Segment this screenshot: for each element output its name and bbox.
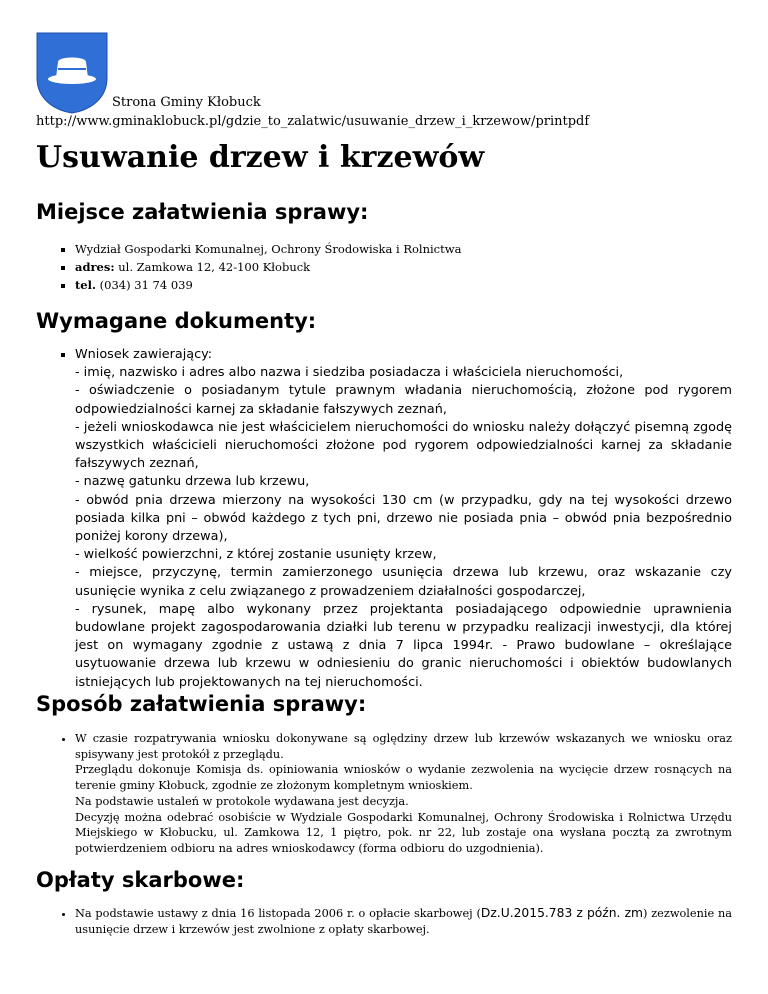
- list-item: [75, 240, 732, 258]
- list-item: [75, 276, 732, 294]
- heading-place: Miejsce załatwienia sprawy:: [36, 200, 369, 224]
- documents-list: [36, 346, 732, 692]
- document-line: - jeżeli wnioskodawca nie jest właścicielem nieruchomości do wniosku należy dołączyć pisemną zgodę wszystkich właścicieli nieruchomości złożone pod rygorem odpowiedzialności karnej za składanie fałszywych zeznań,: [75, 419, 732, 472]
- document-line: - obwód pnia drzewa mierzony na wysokości 130 cm (w przypadku, gdy na tej wysokości drzewo posiada kilka pni – obwód każdego z tych pni, drzewo nie posiada pnia – obwód pnia bezpośrednio poniżej korony drzewa),: [75, 492, 732, 545]
- fees-text-before: Na podstawie ustawy z dnia 16 listopada 2006 r. o opłacie skarbowej (: [75, 907, 481, 920]
- document-line: - nazwę gatunku drzewa lub krzewu,: [75, 474, 310, 490]
- method-line: Przeglądu dokonuje Komisja ds. opiniowania wniosków o wydanie zezwolenia na wycięcie drzew rosnących na terenie gminy Kłobuck, zgodnie ze złożonym kompletnym wnioskiem.: [75, 763, 732, 793]
- law-reference: Dz.U.2015.783 z późn. zm: [480, 906, 644, 920]
- list-item: [75, 346, 732, 692]
- document-line: - oświadczenie o posiadanym tytule prawnym władania nieruchomością, złożone pod rygorem odpowiedzialności karnej za składanie fałszywych zeznań,: [75, 383, 732, 417]
- document-line: - rysunek, mapę albo wykonany przez projektanta posiadającego odpowiednie uprawnienia budowlane projekt zagospodarowania działki lub terenu w przypadku realizacji inwestycji, dla której jest on wymagany zgodnie z ustawą z dnia 7 lipca 1994r. - Prawo budowlane – określające usytuowanie drzewa lub krzewu w odniesieniu do granic nieruchomości i obiektów budowlanych istniejących lub projektowanych na tej nieruchomości.: [75, 601, 732, 690]
- method-line: Na podstawie ustaleń w protokole wydawana jest decyzja.: [75, 794, 409, 808]
- fees-text-after: ) zezwolenie na usunięcie drzew i krzewów jest zwolnione z opłaty skarbowej.: [75, 907, 732, 936]
- page-title: Usuwanie drzew i krzewów: [36, 140, 485, 175]
- list-item: [75, 905, 732, 938]
- address-value: ul. Zamkowa 12, 42-100 Kłobuck: [114, 260, 311, 274]
- document-line: - imię, nazwisko i adres albo nazwa i siedziba posiadacza i właściciela nieruchomości,: [75, 365, 624, 381]
- phone-label: tel.: [75, 278, 97, 292]
- method-line: Decyzję można odebrać osobiście w Wydziale Gospodarki Komunalnej, Ochrony Środowiska i Rolnictwa Urzędu Miejskiego w Kłobucku, ul. Zamkowa 12, 1 piętro, pok. nr 22, lub zostaje ona wysłana pocztą za zwrotnym potwierdzeniem odbioru na adres wnioskodawcy (forma odbioru do uzgodnienia).: [75, 810, 732, 855]
- coat-of-arms-logo: [36, 32, 108, 114]
- fees-list: [36, 905, 732, 938]
- address-label: adres:: [75, 260, 115, 274]
- method-list: [36, 731, 732, 857]
- document-line: - miejsce, przyczynę, termin zamierzonego usunięcia drzewa lub krzewu, oraz wskazanie czy usunięcie wynika z celu związanego z prowadzeniem działalności gospodarczej,: [75, 565, 732, 599]
- documents-intro: ▪ Wniosek zawierający:: [75, 347, 213, 362]
- site-name: Strona Gminy Kłobuck: [112, 95, 261, 110]
- heading-fees: Opłaty skarbowe:: [36, 868, 245, 892]
- department-name: Wydział Gospodarki Komunalnej, Ochrony Środowiska i Rolnictwa: [75, 242, 462, 256]
- document-line: - wielkość powierzchni, z której zostanie usunięty krzew,: [75, 547, 437, 563]
- heading-method: Sposób załatwienia sprawy:: [36, 692, 367, 716]
- method-line: • W czasie rozpatrywania wniosku dokonywane są oględziny drzew lub krzewów wskazanych we wniosku oraz spisywany jest protokół z przeglądu.: [75, 732, 732, 761]
- heading-documents: Wymagane dokumenty:: [36, 309, 317, 333]
- place-list: [36, 240, 732, 294]
- list-item: [75, 258, 732, 276]
- page-url: http://www.gminaklobuck.pl/gdzie_to_zalatwic/usuwanie_drzew_i_krzewow/printpdf: [36, 114, 590, 129]
- list-item: [75, 731, 732, 857]
- phone-value: (034) 31 74 039: [96, 278, 193, 292]
